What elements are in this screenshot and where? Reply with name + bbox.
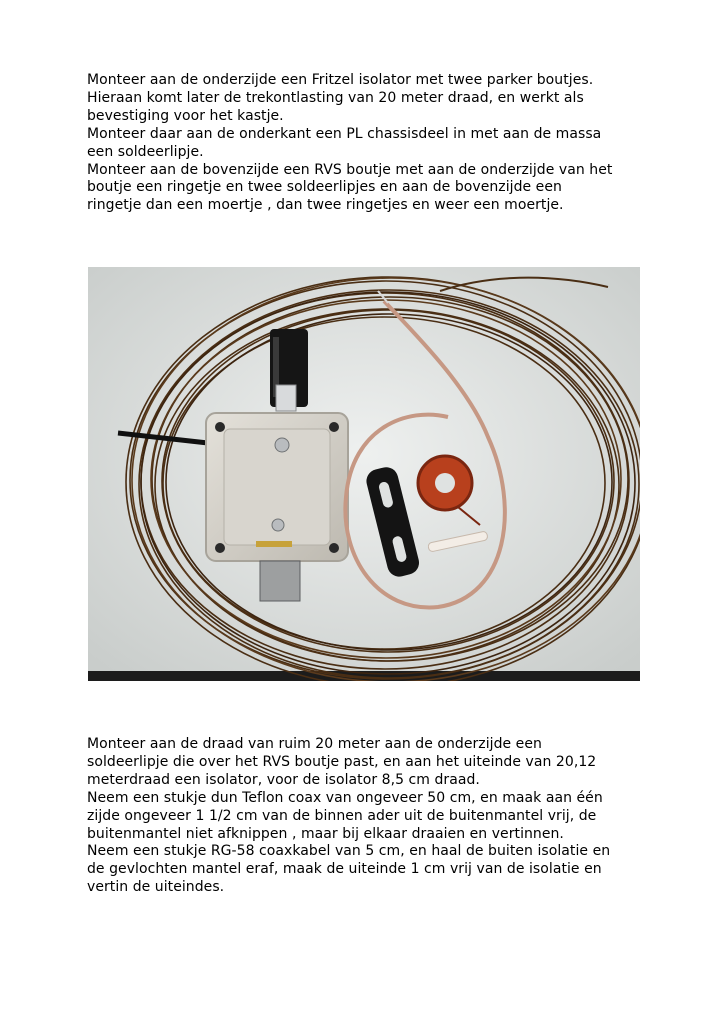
top-instructions: [87, 72, 657, 215]
antenna-parts-photo: [88, 267, 640, 681]
instruction-paragraph: Monteer aan de onderzijde een Fritzel isolator met twee parker boutjes. Hieraan komt later de trekontlasting van 20 meter draad, en werkt als bevestiging voor het kastje.: [87, 72, 594, 124]
instruction-paragraph: Monteer aan de draad van ruim 20 meter aan de onderzijde een soldeerlipje die over het RVS boutje past, en aan het uiteinde van 20,12 meterdraad een isolator, voor de isolator 8,5 cm draad.: [87, 736, 597, 788]
instruction-paragraph: Neem een stukje dun Teflon coax van ongeveer 50 cm, en maak aan één zijde ongeveer 1 1/2 cm van de binnen ader uit de buitenmantel vrij, de buitenmantel niet afknippen , maar bij elkaar draaien en vertinnen.: [87, 789, 603, 842]
instruction-paragraph: Monteer daar aan de onderkant een PL chassisdeel in met aan de massa een soldeerlipje.: [87, 125, 602, 160]
bottom-instructions: [87, 736, 657, 897]
pl-chassis-connector: [260, 561, 300, 601]
connector-pin: [276, 385, 296, 411]
instruction-paragraph: Neem een stukje RG-58 coaxkabel van 5 cm, en haal de buiten isolatie en de gevlochten mantel eraf, maak de uiteinde 1 cm vrij van de isolatie en vertin de uiteindes.: [87, 843, 611, 896]
bolt-top-icon: [275, 438, 289, 452]
screw-icon: [215, 422, 225, 432]
screw-icon: [329, 422, 339, 432]
bolt-bottom-icon: [272, 519, 284, 531]
screw-icon: [329, 543, 339, 553]
screw-icon: [215, 543, 225, 553]
solder-lug: [256, 541, 292, 547]
instruction-paragraph: Monteer aan de bovenzijde een RVS boutje met aan de onderzijde van het boutje een ringetje en twee soldeerlipjes en aan de bovenzijde een ringetje dan een moertje , dan twee ringetjes en weer een moertje.: [87, 161, 613, 214]
photo-illustration: [88, 267, 640, 681]
toroid-hole: [435, 473, 455, 493]
photo-background: [88, 267, 640, 681]
